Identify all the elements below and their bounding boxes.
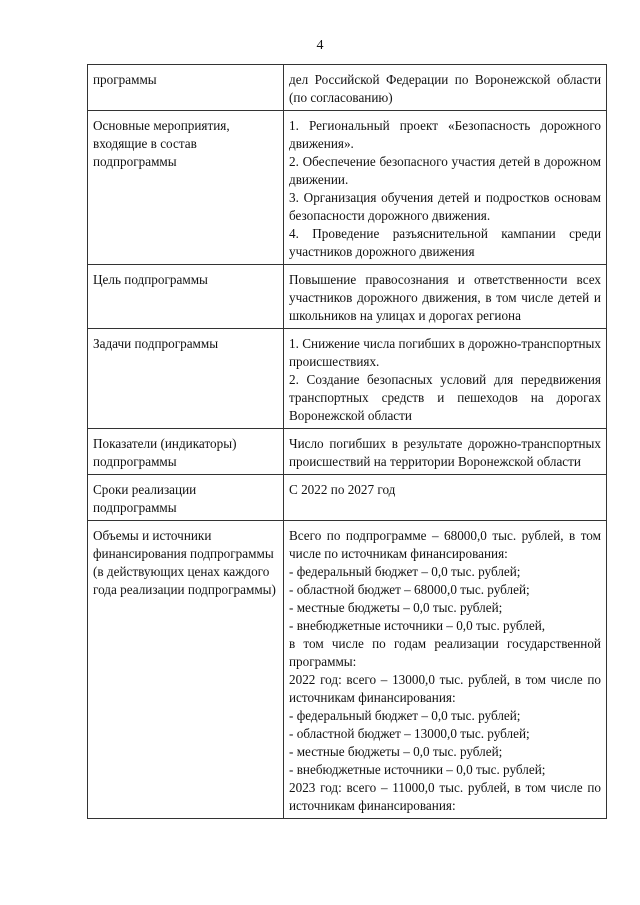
value-line: - федеральный бюджет – 0,0 тыс. рублей; xyxy=(289,564,521,579)
row-value xyxy=(284,521,607,819)
value-line: - внебюджетные источники – 0,0 тыс. рублей; xyxy=(289,762,546,777)
value-line: 3. Организация обучения детей и подростков основам безопасности дорожного движения. xyxy=(289,190,601,223)
value-line: 2. Обеспечение безопасного участия детей в дорожном движении. xyxy=(289,154,601,187)
value-line: 2023 год: всего – 11000,0 тыс. рублей, в том числе по источникам финансирования: xyxy=(289,780,601,813)
value-line: Всего по подпрограмме – 68000,0 тыс. рублей, в том числе по источникам финансирования: xyxy=(289,528,601,561)
value-line: - местные бюджеты – 0,0 тыс. рублей; xyxy=(289,744,503,759)
value-line: Повышение правосознания и ответственности всех участников дорожного движения, в том числе детей и школьников на улицах и дорогах региона xyxy=(289,272,601,323)
table-row xyxy=(88,111,607,265)
row-label: Цель подпрограммы xyxy=(88,265,284,329)
value-line: Число погибших в результате дорожно-транспортных происшествий на территории Воронежской области xyxy=(289,436,601,469)
value-line: в том числе по годам реализации государственной программы: xyxy=(289,636,601,669)
subprogram-passport-table xyxy=(87,64,607,819)
value-line: 1. Региональный проект «Безопасность дорожного движения». xyxy=(289,118,601,151)
row-value xyxy=(284,111,607,265)
row-label: Основные мероприятия, входящие в состав подпрограммы xyxy=(88,111,284,265)
value-line: - федеральный бюджет – 0,0 тыс. рублей; xyxy=(289,708,521,723)
row-value xyxy=(284,265,607,329)
page-number: 4 xyxy=(316,38,324,53)
value-line: 4. Проведение разъяснительной кампании среди участников дорожного движения xyxy=(289,226,601,259)
row-value xyxy=(284,329,607,429)
row-value xyxy=(284,429,607,475)
row-value xyxy=(284,475,607,521)
table-row xyxy=(88,329,607,429)
value-line: - областной бюджет – 13000,0 тыс. рублей; xyxy=(289,726,530,741)
value-line: - местные бюджеты – 0,0 тыс. рублей; xyxy=(289,600,503,615)
row-label: Сроки реализации подпрограммы xyxy=(88,475,284,521)
table-row xyxy=(88,475,607,521)
row-value xyxy=(284,65,607,111)
value-line: - внебюджетные источники – 0,0 тыс. рублей, xyxy=(289,618,546,633)
row-label: Задачи подпрограммы xyxy=(88,329,284,429)
row-label: Показатели (индикаторы) подпрограммы xyxy=(88,429,284,475)
table-row xyxy=(88,429,607,475)
value-line: 2. Создание безопасных условий для передвижения транспортных средств и пешеходов на дорогах Воронежской области xyxy=(289,372,601,423)
value-line: дел Российской Федерации по Воронежской области (по согласованию) xyxy=(289,72,601,105)
value-line: 2022 год: всего – 13000,0 тыс. рублей, в том числе по источникам финансирования: xyxy=(289,672,601,705)
value-line: 1. Снижение числа погибших в дорожно-транспортных происшествиях. xyxy=(289,336,601,369)
table-row xyxy=(88,521,607,819)
table-row xyxy=(88,265,607,329)
row-label: программы xyxy=(88,65,284,111)
value-line: - областной бюджет – 68000,0 тыс. рублей; xyxy=(289,582,530,597)
row-label: Объемы и источники финансирования подпрограммы (в действующих ценах каждого года реализации подпрограммы) xyxy=(88,521,284,819)
table-row xyxy=(88,65,607,111)
value-line: С 2022 по 2027 год xyxy=(289,482,396,497)
